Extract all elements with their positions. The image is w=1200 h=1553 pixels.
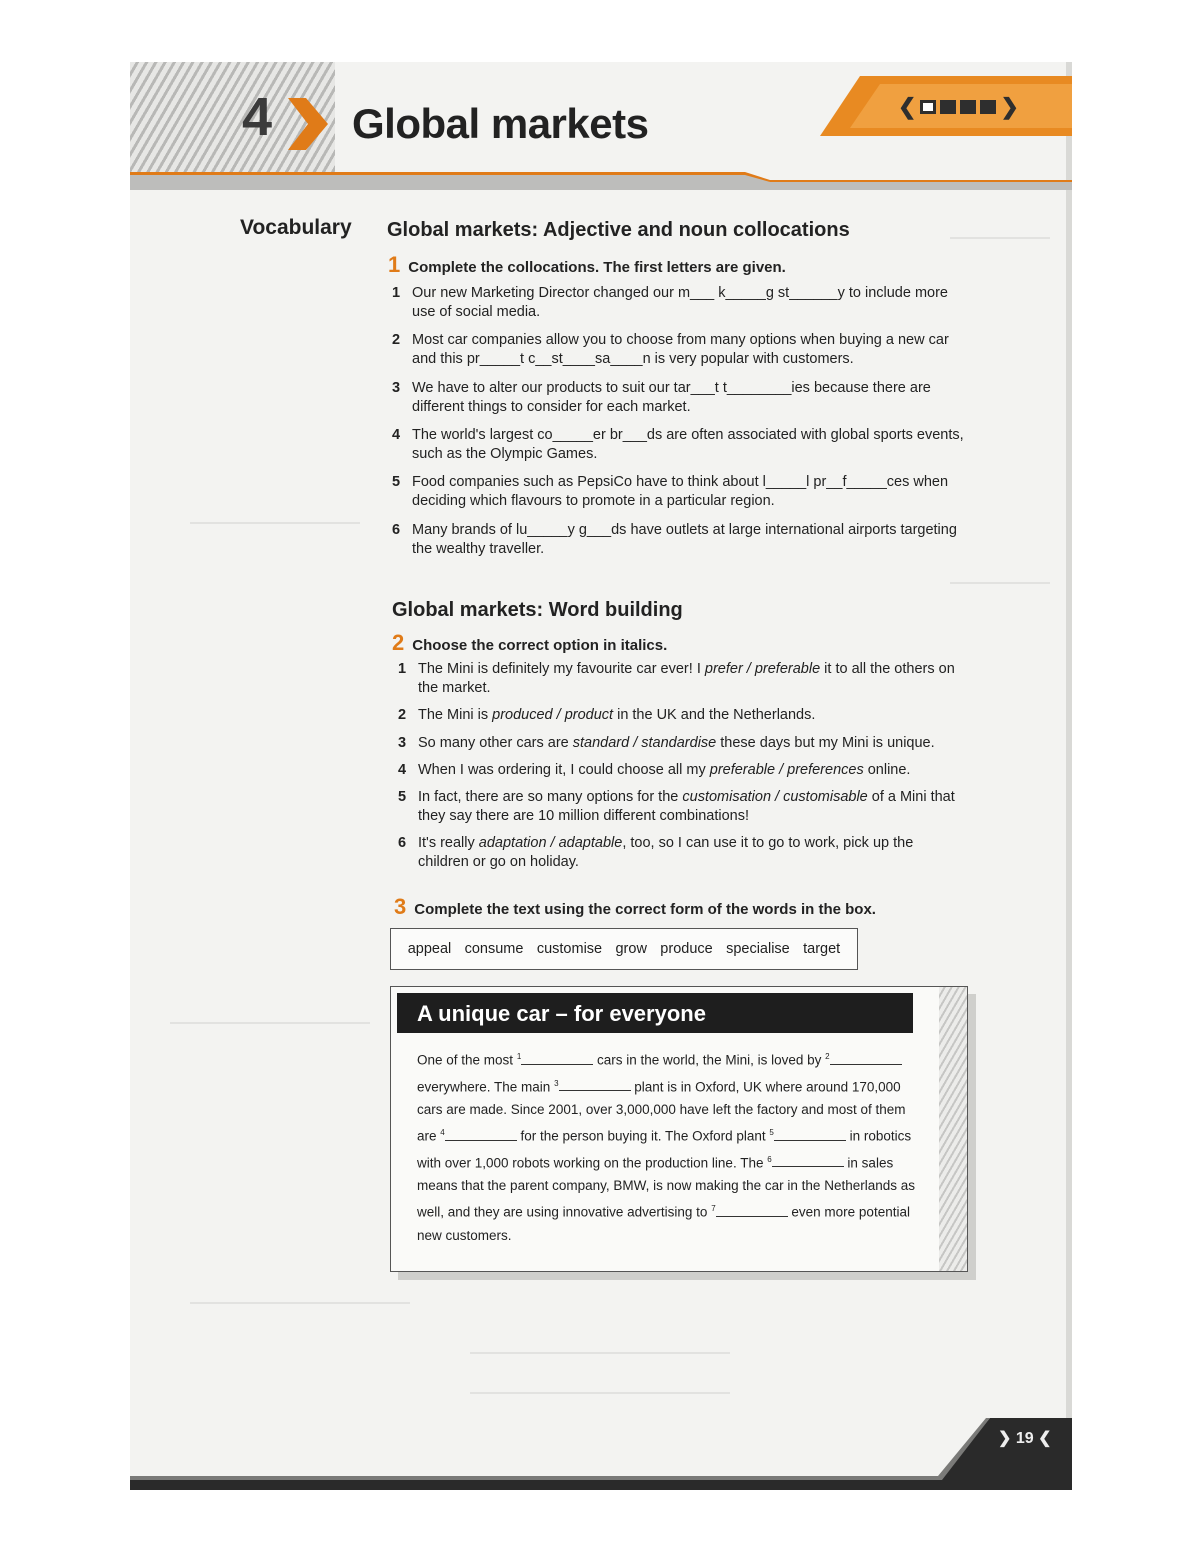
item-text: Many brands of lu_____y g___ds have outlets at large international airports targeting the wealthy traveller. xyxy=(412,522,957,557)
exercise-1-instruction xyxy=(388,252,786,278)
exercise-1-item xyxy=(392,284,964,322)
page-number: 19 xyxy=(1015,1430,1034,1447)
item-text-before: The Mini is xyxy=(418,707,493,723)
item-text: Most car companies allow you to choose from many options when buying a new car and this pr_____t c__st____sa____n is very popular with customers. xyxy=(412,332,949,367)
bleed-line xyxy=(190,1302,410,1304)
exercise-1-item xyxy=(392,521,964,559)
gap-blank[interactable] xyxy=(774,1127,846,1141)
footer-band xyxy=(130,1418,1072,1490)
progress-box xyxy=(940,100,956,114)
item-text xyxy=(418,788,960,826)
item-text xyxy=(418,660,960,698)
item-text xyxy=(418,761,960,780)
italic-options[interactable]: produced / product xyxy=(492,707,614,723)
exercise-number: 3 xyxy=(394,894,407,919)
exercise-1-item xyxy=(392,379,964,417)
header-band xyxy=(130,172,1072,190)
article-text: plant is in Oxford, UK where around 170,000 cars are made. Since 2001, over 3,000,000 have left the factory and most of them are xyxy=(417,1079,906,1144)
italic-options[interactable]: standard / standardise xyxy=(572,735,717,751)
gap-blank[interactable] xyxy=(521,1051,593,1065)
gap-blank[interactable] xyxy=(559,1077,631,1091)
exercise-1-item xyxy=(392,473,964,511)
item-number: 3 xyxy=(398,735,407,751)
item-text-after: of a Mini that they say there are 10 million different combinations! xyxy=(418,789,955,824)
bleed-line xyxy=(470,1352,730,1354)
article-text: in robotics with over 1,000 robots working on the production line. The xyxy=(417,1128,912,1170)
item-text xyxy=(418,734,960,753)
item-number: 1 xyxy=(392,285,401,301)
item-text: Our new Marketing Director changed our m___ k_____g st______y to include more use of social media. xyxy=(412,285,948,320)
page-number-indicator xyxy=(998,1428,1052,1448)
gap-number: 2 xyxy=(825,1052,830,1061)
workbook-page xyxy=(130,62,1072,1490)
exercise-2-item xyxy=(398,660,960,698)
exercise-number: 2 xyxy=(392,630,405,655)
item-text-before: It's really xyxy=(418,835,479,851)
item-text: Food companies such as PepsiCo have to think about l_____l pr__f_____ces when deciding which flavours to promote in a particular region. xyxy=(412,474,949,509)
item-number: 5 xyxy=(398,789,407,805)
item-text-after: , too, so I can use it to go to work, pick up the children or go on holiday. xyxy=(418,835,914,870)
gap-number: 3 xyxy=(554,1078,559,1088)
item-number: 2 xyxy=(398,707,407,723)
exercise-2-item xyxy=(398,761,960,780)
item-text xyxy=(418,834,960,872)
item-number: 4 xyxy=(392,427,401,443)
section-label: Vocabulary xyxy=(240,216,352,239)
item-text-after: these days but my Mini is unique. xyxy=(716,735,935,751)
item-text: The world's largest co_____er br___ds are often associated with global sports events, such as the Olympic Games. xyxy=(412,427,964,462)
word-box xyxy=(390,928,858,970)
italic-options[interactable]: adaptation / adaptable xyxy=(478,835,623,851)
article-text: in sales means that the parent company, BMW, is now making the car in the Netherlands as well, and they are using innovative advertising to xyxy=(417,1155,915,1220)
item-text-after: it to all the others on the market. xyxy=(418,661,955,696)
item-text-before: The Mini is definitely my favourite car ever! I xyxy=(418,661,705,677)
item-text-before: So many other cars are xyxy=(418,735,573,751)
word-box-word: produce xyxy=(660,941,713,957)
word-box-word: target xyxy=(803,941,841,957)
gap-number: 4 xyxy=(440,1128,445,1137)
exercise-2-instruction xyxy=(392,630,667,656)
exercise-2-item xyxy=(398,734,960,753)
unit-chevron-icon xyxy=(286,98,328,150)
gap-number: 5 xyxy=(769,1128,774,1137)
article-title: A unique car – for everyone xyxy=(397,993,913,1033)
exercise-1-item xyxy=(392,426,964,464)
exercise-2-item xyxy=(398,706,960,725)
item-text-after: online. xyxy=(863,762,911,778)
article-text: everywhere. The main xyxy=(417,1079,555,1094)
progress-box xyxy=(960,100,976,114)
item-number: 5 xyxy=(392,474,401,490)
bleed-line xyxy=(190,522,360,524)
exercise-3-instruction xyxy=(394,894,876,920)
item-text-before: In fact, there are so many options for the xyxy=(418,789,683,805)
bleed-line xyxy=(170,1022,370,1024)
progress-box-active xyxy=(920,100,936,114)
item-number: 4 xyxy=(398,762,407,778)
word-box-word: grow xyxy=(615,941,647,957)
item-text xyxy=(418,706,960,725)
article-card xyxy=(390,986,968,1272)
gap-blank[interactable] xyxy=(716,1203,788,1217)
chevron-left-icon: ❮ xyxy=(898,94,917,119)
gap-blank[interactable] xyxy=(830,1051,902,1065)
chevron-right-icon: ❯ xyxy=(998,1430,1012,1447)
word-box-word: customise xyxy=(536,941,603,957)
item-number: 6 xyxy=(398,835,407,851)
part2-heading: Global markets: Word building xyxy=(392,599,683,621)
item-number: 2 xyxy=(392,332,401,348)
chevron-left-icon: ❮ xyxy=(1038,1430,1052,1447)
exercise-1-item xyxy=(392,331,964,369)
exercise-number: 1 xyxy=(388,252,401,277)
item-number: 3 xyxy=(392,380,401,396)
bleed-line xyxy=(950,237,1050,239)
exercise-2-item xyxy=(398,834,960,872)
item-number: 6 xyxy=(392,522,401,538)
exercise-2-item xyxy=(398,788,960,826)
italic-options[interactable]: customisation / customisable xyxy=(682,789,868,805)
article-text: for the person buying it. The Oxford plant xyxy=(516,1128,770,1144)
progress-box xyxy=(980,100,996,114)
chevron-right-icon: ❯ xyxy=(1000,94,1019,119)
item-text: We have to alter our products to suit our tar___t t________ies because there are different things to consider for each market. xyxy=(412,380,931,415)
gap-number: 1 xyxy=(516,1052,522,1061)
word-box-word: appeal xyxy=(407,941,452,957)
gap-blank[interactable] xyxy=(445,1127,517,1141)
unit-header xyxy=(130,62,1072,192)
word-box-word: specialise xyxy=(726,941,790,957)
item-text-after: in the UK and the Netherlands. xyxy=(613,707,816,723)
page-edge-shadow xyxy=(1066,62,1072,1490)
gap-number: 7 xyxy=(711,1204,716,1213)
word-box-word: consume xyxy=(464,941,524,957)
part1-heading: Global markets: Adjective and noun collocations xyxy=(387,219,850,241)
instruction-text: Complete the text using the correct form of the words in the box. xyxy=(414,901,876,918)
article-body xyxy=(417,1045,917,1247)
unit-number: 4 xyxy=(242,87,273,147)
item-number: 1 xyxy=(398,661,407,677)
article-text: cars in the world, the Mini, is loved by xyxy=(593,1052,826,1068)
article-text: even more potential new customers. xyxy=(417,1204,910,1243)
article-stripe-pattern xyxy=(939,987,967,1271)
unit-title: Global markets xyxy=(352,100,649,147)
italic-options[interactable]: prefer / preferable xyxy=(704,661,821,677)
instruction-text: Complete the collocations. The first letters are given. xyxy=(408,259,786,276)
gap-number: 6 xyxy=(767,1154,772,1164)
article-text: One of the most xyxy=(417,1052,517,1068)
gap-blank[interactable] xyxy=(772,1153,844,1167)
bleed-line xyxy=(470,1392,730,1394)
unit-progress-indicator xyxy=(898,94,1019,119)
bleed-line xyxy=(950,582,1050,584)
item-text-before: When I was ordering it, I could choose all my xyxy=(418,762,710,778)
italic-options[interactable]: preferable / preferences xyxy=(709,762,864,778)
instruction-text: Choose the correct option in italics. xyxy=(412,637,668,654)
